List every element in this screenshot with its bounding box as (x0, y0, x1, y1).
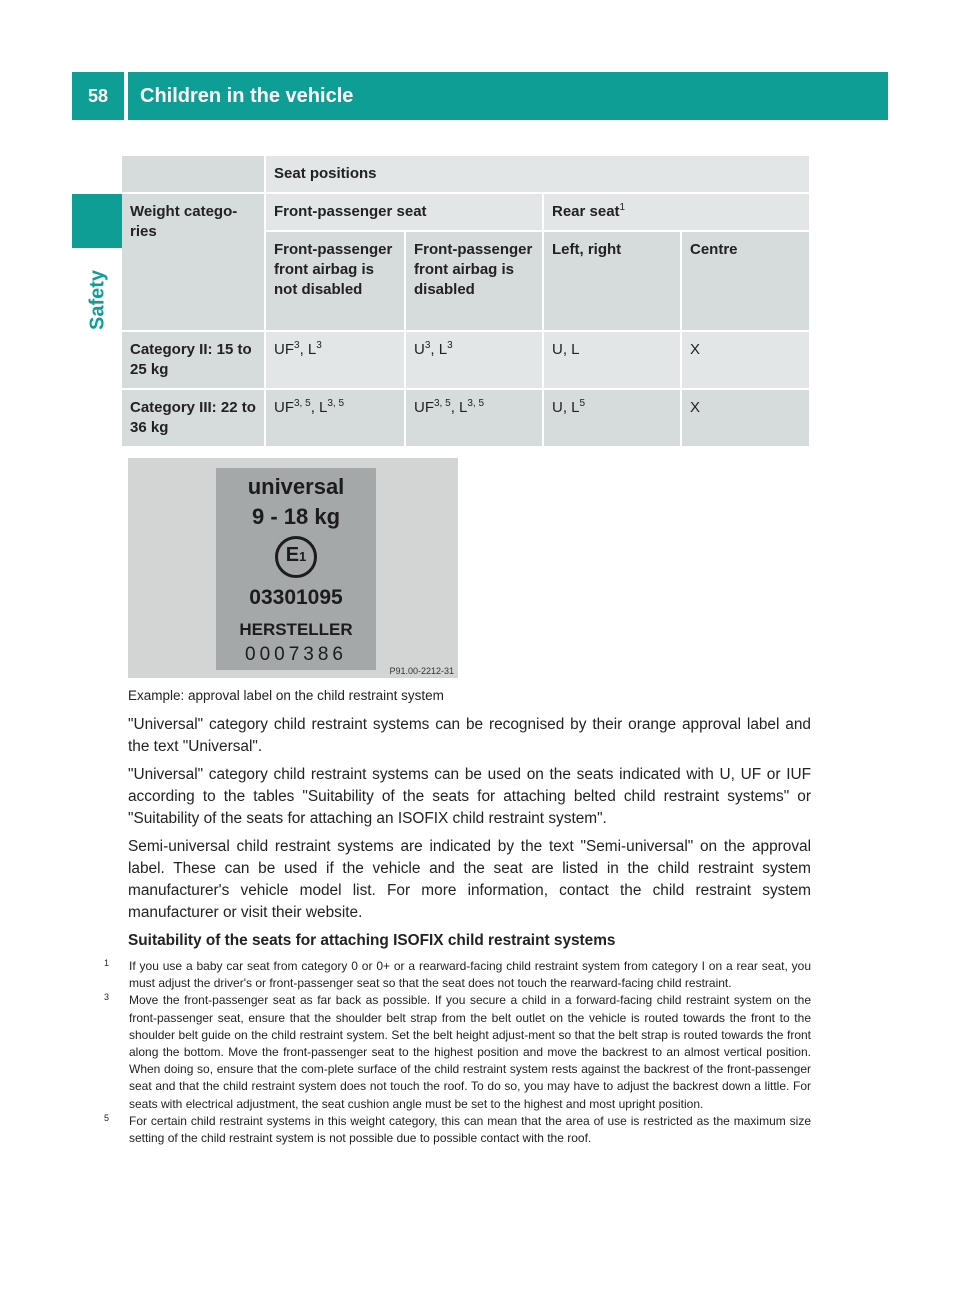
cell-left-right: U, $L^5$ (544, 390, 680, 446)
section-label: Safety (86, 269, 109, 331)
table-header-left-right: Left, right (544, 232, 680, 330)
label-approval-number: 03301095 (249, 586, 343, 609)
cell-airbag-not-disabled: $UF^3$, $L^3$ (266, 332, 404, 388)
cell-airbag-disabled: $U^3$, $L^3$ (406, 332, 542, 388)
page-number: 58 (72, 72, 124, 120)
table-corner (122, 156, 264, 192)
table-header-airbag-disabled: Front-passenger front airbag is disabled (406, 232, 542, 330)
cell-airbag-disabled: UF$^{3, 5}$, L$^{3, 5}$ (406, 390, 542, 446)
approval-label-photo (128, 458, 458, 678)
row-category: Category II: 15 to 25 kg (122, 332, 264, 388)
page-title: Children in the vehicle (128, 72, 888, 120)
paragraph: Semi-universal child restraint systems are indicated by the text "Semi-universal" on the approval label. These can be used if the vehicle and the seat are listed in the child restraint system manufacturer's vehicle model list. For more information, contact the child restraint system manufacturer or visit their website. (128, 838, 811, 921)
table-header-airbag-not-disabled: Front-passenger front airbag is not disabled (266, 232, 404, 330)
paragraph: "Universal" category child restraint systems can be recognised by their orange approval label and the text "Universal". (128, 716, 811, 755)
image-code: P91.00-2212-31 (389, 666, 454, 676)
table-header-centre: Centre (682, 232, 809, 330)
cell-centre: X (682, 390, 809, 446)
table-header-front-passenger-seat: Front-passenger seat (266, 194, 542, 230)
body-text (128, 714, 811, 960)
cell-centre: X (682, 332, 809, 388)
table-row (122, 390, 809, 446)
table-row (122, 332, 809, 388)
table-header-weight-categories: Weight catego-ries (122, 194, 264, 330)
cell-airbag-not-disabled: UF$^{3, 5}$, L$^{3, 5}$ (266, 390, 404, 446)
section-subheading: Suitability of the seats for attaching ISOFIX child restraint systems (128, 932, 616, 949)
footnote: 5 For certain child restraint systems in this weight category, this can mean that the area of use is restricted as the maximum size setting of the child restraint system is not possible due to possible contact with the roof. (104, 1112, 811, 1146)
table-header-seat-positions: Seat positions (266, 156, 809, 192)
footnote: 3 Move the front-passenger seat as far back as possible. If you secure a child in a forward-facing child restraint system on the front-passenger seat, ensure that the shoulder belt strap from the belt outlet on the vehicle is routed towards the front to the shoulder belt guide on the child restraint system. Set the belt height adjust-ment so that the belt strap is routed towards the front along the bottom. Move the front-passenger seat to the highest position and move the backrest to an almost vertical position. When doing so, ensure that the com-plete surface of the child restraint system rests against the backrest of the front-passenger seat and that the child restraint system does not touch the roof. To do so, you may have to adjust the backrest down a little. For seats with electrical adjustment, the seat cushion angle must be set to the highest and most upright position. (104, 992, 811, 1111)
footnotes (104, 958, 811, 1147)
paragraph: "Universal" category child restraint systems can be used on the seats indicated with U, UF or IUF according to the tables "Suitability of the seats for attaching belted child restraint systems" or "Suitability of the seats for attaching an ISOFIX child restraint system". (128, 766, 811, 827)
cell-left-right: U, L (544, 332, 680, 388)
label-weight-text: 9 - 18 kg (251, 504, 341, 529)
e-mark-icon: E1 (275, 536, 317, 578)
section-marker (72, 194, 124, 248)
image-caption: Example: approval label on the child restraint system (128, 688, 444, 703)
label-category-text: universal (247, 474, 345, 499)
label-manufacturer: HERSTELLER (239, 620, 353, 639)
table-header-rear-seat: Rear seat$^1$ (544, 194, 809, 230)
seat-suitability-table (120, 154, 811, 448)
approval-label (216, 468, 376, 670)
footnote: 1 If you use a baby car seat from category 0 or 0+ or a rearward-facing child restraint system from category I on a rear seat, you must adjust the driver's or front-passenger seat so that the seat does not touch the rearward-facing child restraint. (104, 958, 811, 991)
label-serial-number: 0007386 (245, 644, 347, 665)
row-category: Category III: 22 to 36 kg (122, 390, 264, 446)
